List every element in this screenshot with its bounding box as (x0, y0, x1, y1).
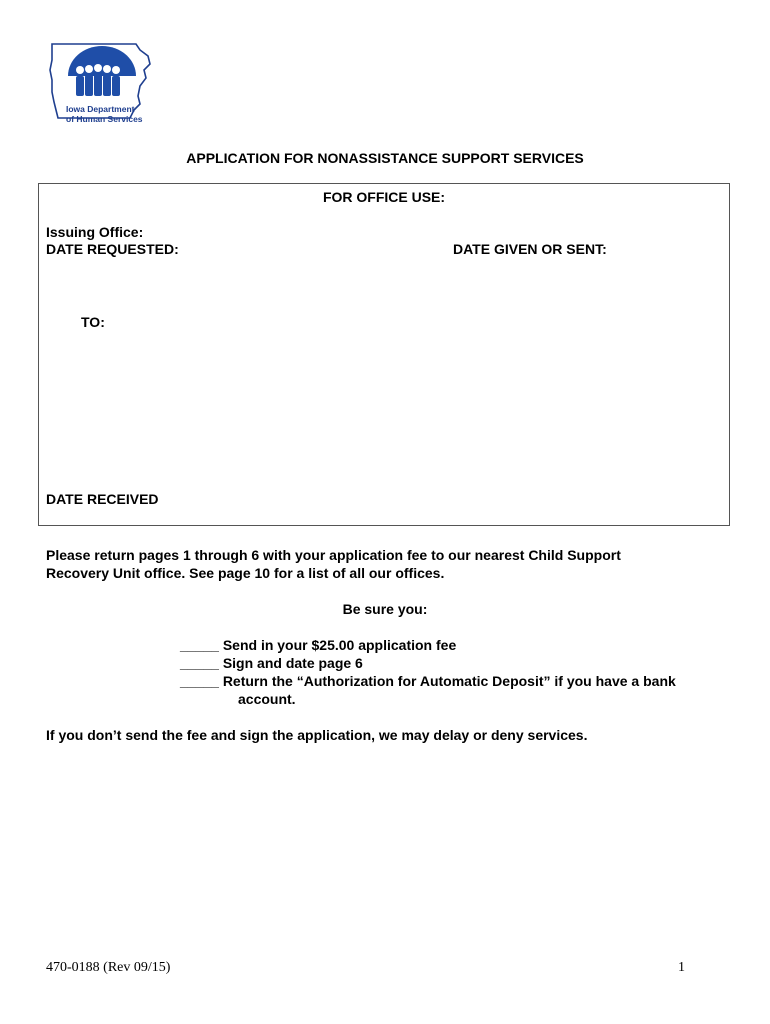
logo-text (66, 104, 143, 124)
page-number: 1 (678, 960, 685, 975)
date-given-label: DATE GIVEN OR SENT: (453, 241, 607, 257)
checklist-item-deposit: _____ Return the “Authorization for Automatic Deposit” if you have a bank (180, 673, 676, 689)
logo-text-line2: of Human Services (66, 114, 143, 124)
to-label: TO: (81, 314, 105, 330)
checklist-item-sign: _____ Sign and date page 6 (180, 655, 363, 671)
page-title: APPLICATION FOR NONASSISTANCE SUPPORT SERVICES (186, 150, 584, 166)
issuing-office-label: Issuing Office: (46, 224, 144, 240)
office-use-box (38, 183, 730, 526)
checklist-item-deposit-cont: account. (238, 691, 296, 707)
office-use-heading: FOR OFFICE USE: (322, 189, 446, 205)
date-requested-label: DATE REQUESTED: (46, 241, 179, 257)
form-number: 470-0188 (Rev 09/15) (46, 960, 171, 975)
instructions-line2: Recovery Unit office. See page 10 for a list of all our offices. (46, 565, 445, 581)
logo-text-line1: Iowa Department (66, 104, 135, 114)
instructions-line1: Please return pages 1 through 6 with your application fee to our nearest Child Support (46, 547, 621, 563)
warning-text: If you don’t send the fee and sign the application, we may delay or deny services. (46, 727, 588, 743)
checklist-item-fee: _____ Send in your $25.00 application fee (180, 637, 457, 653)
be-sure-heading: Be sure you: (342, 601, 428, 617)
date-received-label: DATE RECEIVED (46, 491, 159, 507)
